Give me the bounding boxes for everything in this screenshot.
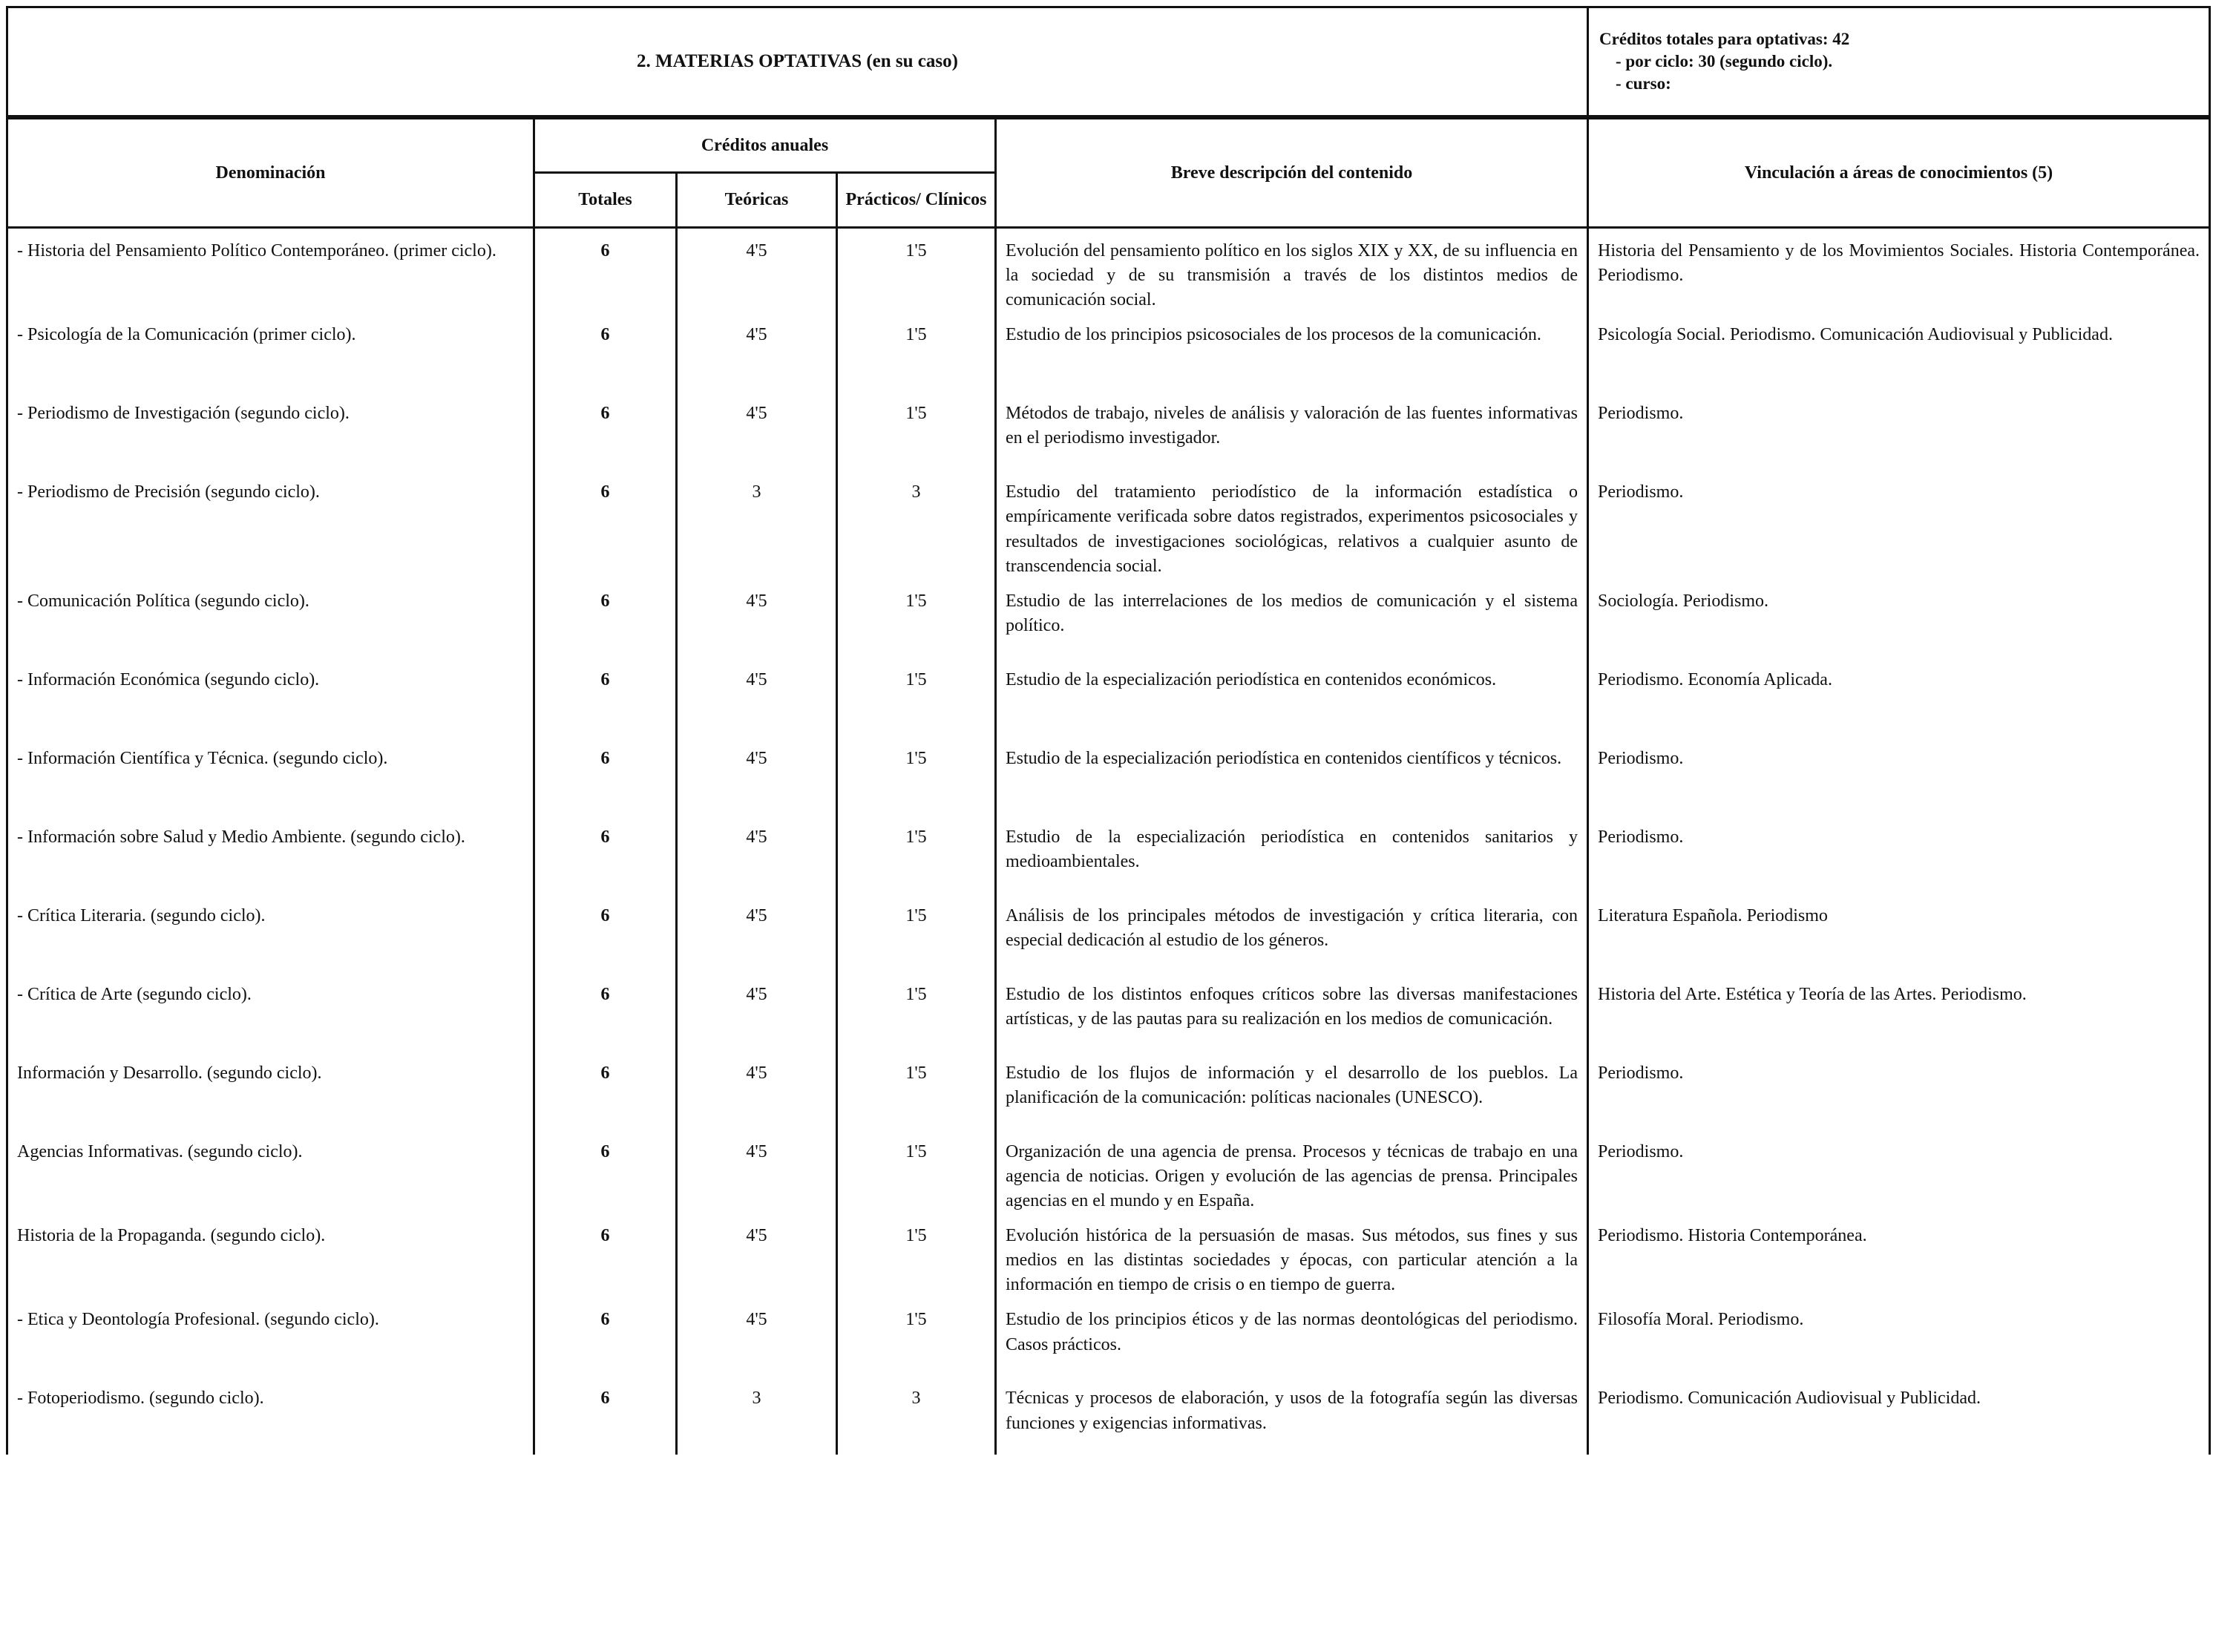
credits-totales: 6 (534, 228, 677, 313)
credits-teoricas: 4'5 (677, 391, 837, 470)
credits-totales: 6 (534, 815, 677, 894)
col-header-vinculacion: Vinculación a áreas de conocimientos (5) (1588, 119, 2210, 228)
knowledge-areas: Periodismo. (1588, 815, 2210, 894)
subject-name: - Crítica Literaria. (segundo ciclo). (7, 894, 534, 972)
subject-description: Estudio de las interrelaciones de los medios de comunicación y el sistema político. (996, 579, 1588, 658)
credits-practicos: 1'5 (837, 1130, 996, 1213)
table-row (7, 815, 2210, 894)
knowledge-areas: Filosofía Moral. Periodismo. (1588, 1297, 2210, 1376)
col-header-totales: Totales (534, 173, 677, 228)
credits-practicos: 1'5 (837, 1297, 996, 1376)
table-row (7, 1130, 2210, 1213)
credits-totales: 6 (534, 736, 677, 815)
subject-name: - Historia del Pensamiento Político Contemporáneo. (primer ciclo). (7, 228, 534, 313)
document-page (6, 6, 2209, 1455)
subject-description: Estudio de los principios éticos y de las normas deontológicas del periodismo. Casos prácticos. (996, 1297, 1588, 1376)
col-header-teoricas: Teóricas (677, 173, 837, 228)
col-header-practicos: Prácticos/ Clínicos (837, 173, 996, 228)
credits-teoricas: 4'5 (677, 972, 837, 1051)
knowledge-areas: Periodismo. (1588, 1130, 2210, 1213)
table-row (7, 579, 2210, 658)
subject-description: Estudio de la especialización periodística en contenidos científicos y técnicos. (996, 736, 1588, 815)
subject-name: - Fotoperiodismo. (segundo ciclo). (7, 1376, 534, 1455)
credits-practicos: 3 (837, 1376, 996, 1455)
table-body (7, 228, 2210, 1455)
subject-name: - Psicología de la Comunicación (primer ciclo). (7, 312, 534, 391)
credits-totales: 6 (534, 1130, 677, 1213)
knowledge-areas: Historia del Arte. Estética y Teoría de las Artes. Periodismo. (1588, 972, 2210, 1051)
subject-description: Análisis de los principales métodos de investigación y crítica literaria, con especial dedicación al estudio de los géneros. (996, 894, 1588, 972)
credits-per-course: - curso: (1616, 73, 1671, 93)
knowledge-areas: Literatura Española. Periodismo (1588, 894, 2210, 972)
col-header-denominacion: Denominación (7, 119, 534, 228)
subject-description: Organización de una agencia de prensa. Procesos y técnicas de trabajo en una agencia de noticias. Origen y evolución de las agencias de prensa. Principales agencias en el mundo y en España. (996, 1130, 1588, 1213)
knowledge-areas: Historia del Pensamiento y de los Movimientos Sociales. Historia Contemporánea. Periodismo. (1588, 228, 2210, 313)
table-row (7, 1297, 2210, 1376)
subject-name: - Etica y Deontología Profesional. (segundo ciclo). (7, 1297, 534, 1376)
credits-practicos: 1'5 (837, 815, 996, 894)
table-row (7, 1051, 2210, 1130)
credits-totales: 6 (534, 391, 677, 470)
credits-summary (1588, 7, 2210, 117)
credits-per-cycle: - por ciclo: 30 (segundo ciclo). (1616, 52, 1833, 71)
subject-name: - Comunicación Política (segundo ciclo). (7, 579, 534, 658)
subject-name: - Información sobre Salud y Medio Ambiente. (segundo ciclo). (7, 815, 534, 894)
credits-teoricas: 4'5 (677, 1213, 837, 1297)
credits-teoricas: 3 (677, 1376, 837, 1455)
table-row (7, 736, 2210, 815)
table-row (7, 972, 2210, 1051)
table-row (7, 312, 2210, 391)
knowledge-areas: Periodismo. Historia Contemporánea. (1588, 1213, 2210, 1297)
table-row (7, 391, 2210, 470)
subject-name: Información y Desarrollo. (segundo ciclo). (7, 1051, 534, 1130)
table-row (7, 228, 2210, 313)
credits-totales: 6 (534, 658, 677, 736)
credits-teoricas: 4'5 (677, 658, 837, 736)
credits-teoricas: 4'5 (677, 1051, 837, 1130)
table-row (7, 1376, 2210, 1455)
page-title: 2. MATERIAS OPTATIVAS (en su caso) (7, 7, 1588, 117)
credits-totales: 6 (534, 1297, 677, 1376)
subject-description: Evolución del pensamiento político en los siglos XIX y XX, de su influencia en la sociedad y de su transmisión a través de los distintos medios de comunicación social. (996, 228, 1588, 313)
credits-totales: 6 (534, 312, 677, 391)
header-table (6, 6, 2211, 117)
credits-total: Créditos totales para optativas: 42 (1599, 30, 1850, 49)
credits-teoricas: 3 (677, 470, 837, 578)
knowledge-areas: Periodismo. (1588, 736, 2210, 815)
col-header-descripcion: Breve descripción del contenido (996, 119, 1588, 228)
col-header-creditos-anuales: Créditos anuales (534, 119, 996, 173)
subject-description: Estudio de los flujos de información y el desarrollo de los pueblos. La planificación de la comunicación: políticas nacionales (UNESCO). (996, 1051, 1588, 1130)
knowledge-areas: Psicología Social. Periodismo. Comunicación Audiovisual y Publicidad. (1588, 312, 2210, 391)
knowledge-areas: Sociología. Periodismo. (1588, 579, 2210, 658)
credits-teoricas: 4'5 (677, 736, 837, 815)
subject-name: - Periodismo de Investigación (segundo ciclo). (7, 391, 534, 470)
knowledge-areas: Periodismo. Comunicación Audiovisual y Publicidad. (1588, 1376, 2210, 1455)
credits-practicos: 1'5 (837, 972, 996, 1051)
knowledge-areas: Periodismo. (1588, 470, 2210, 578)
table-row (7, 658, 2210, 736)
credits-totales: 6 (534, 1051, 677, 1130)
credits-practicos: 1'5 (837, 579, 996, 658)
subject-name: - Información Científica y Técnica. (segundo ciclo). (7, 736, 534, 815)
knowledge-areas: Periodismo. (1588, 1051, 2210, 1130)
subject-description: Estudio de la especialización periodística en contenidos sanitarios y medioambientales. (996, 815, 1588, 894)
subject-name: Agencias Informativas. (segundo ciclo). (7, 1130, 534, 1213)
credits-totales: 6 (534, 1213, 677, 1297)
credits-teoricas: 4'5 (677, 894, 837, 972)
subject-description: Estudio del tratamiento periodístico de la información estadística o empíricamente verificada sobre datos registrados, experimentos psicosociales y resultados de investigaciones sociológicas, relativos a cualquier asunto de transcendencia social. (996, 470, 1588, 578)
credits-totales: 6 (534, 579, 677, 658)
credits-teoricas: 4'5 (677, 1297, 837, 1376)
subject-description: Métodos de trabajo, niveles de análisis y valoración de las fuentes informativas en el periodismo investigador. (996, 391, 1588, 470)
subject-name: Historia de la Propaganda. (segundo ciclo). (7, 1213, 534, 1297)
knowledge-areas: Periodismo. (1588, 391, 2210, 470)
credits-teoricas: 4'5 (677, 579, 837, 658)
credits-teoricas: 4'5 (677, 312, 837, 391)
credits-totales: 6 (534, 894, 677, 972)
subject-description: Técnicas y procesos de elaboración, y usos de la fotografía según las diversas funciones y exigencias informativas. (996, 1376, 1588, 1455)
credits-totales: 6 (534, 1376, 677, 1455)
subject-description: Estudio de los principios psicosociales de los procesos de la comunicación. (996, 312, 1588, 391)
credits-teoricas: 4'5 (677, 1130, 837, 1213)
credits-practicos: 1'5 (837, 228, 996, 313)
credits-totales: 6 (534, 972, 677, 1051)
credits-teoricas: 4'5 (677, 815, 837, 894)
credits-practicos: 1'5 (837, 736, 996, 815)
subject-description: Estudio de los distintos enfoques críticos sobre las diversas manifestaciones artísticas, y de las pautas para su realización en los medios de comunicación. (996, 972, 1588, 1051)
subjects-table (6, 117, 2211, 1455)
subject-name: - Periodismo de Precisión (segundo ciclo). (7, 470, 534, 578)
subject-name: - Información Económica (segundo ciclo). (7, 658, 534, 736)
credits-practicos: 1'5 (837, 1213, 996, 1297)
table-row (7, 470, 2210, 578)
subject-description: Estudio de la especialización periodística en contenidos económicos. (996, 658, 1588, 736)
subject-description: Evolución histórica de la persuasión de masas. Sus métodos, sus fines y sus medios en las distintas sociedades y épocas, con particular atención a la información en tiempo de crisis o en tiempo de guerra. (996, 1213, 1588, 1297)
table-row (7, 1213, 2210, 1297)
credits-practicos: 1'5 (837, 391, 996, 470)
credits-practicos: 1'5 (837, 312, 996, 391)
credits-practicos: 1'5 (837, 1051, 996, 1130)
credits-practicos: 1'5 (837, 894, 996, 972)
credits-totales: 6 (534, 470, 677, 578)
knowledge-areas: Periodismo. Economía Aplicada. (1588, 658, 2210, 736)
credits-practicos: 3 (837, 470, 996, 578)
table-row (7, 894, 2210, 972)
credits-teoricas: 4'5 (677, 228, 837, 313)
credits-practicos: 1'5 (837, 658, 996, 736)
subject-name: - Crítica de Arte (segundo ciclo). (7, 972, 534, 1051)
